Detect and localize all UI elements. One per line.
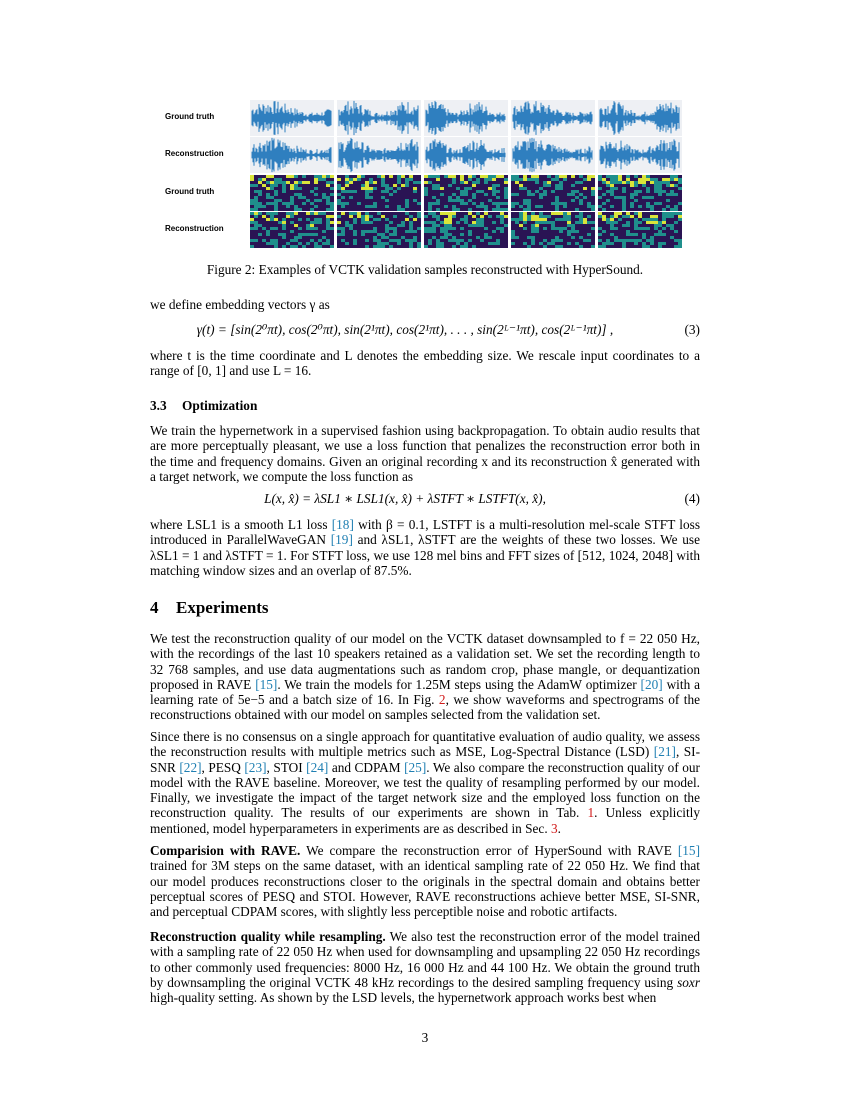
paragraph-text: [150, 929, 700, 1005]
citation-link[interactable]: [25]: [404, 759, 427, 775]
paragraph-heading: Reconstruction quality while resampling.: [150, 929, 386, 944]
citation-link[interactable]: [18]: [331, 517, 354, 532]
spectrogram-panel: [511, 212, 595, 248]
text-run: high-quality setting. As shown by the LSD levels, the hypernetwork approach works best when: [150, 990, 657, 1006]
paragraph-text: We train the hypernetwork in a supervised fashion using backpropagation. To obtain audio results that are more perceptually pleasant, we use a loss function that penalizes the reconstruction error both in the time and frequency domains. Given an original recording x and its reconstruction x̂ generated with a target network, we compute the loss function as: [150, 423, 700, 484]
spectrogram-panel: [598, 212, 682, 248]
paragraph-text: [150, 843, 700, 919]
section-title: Experiments: [176, 598, 269, 617]
section-link[interactable]: 3: [550, 820, 558, 836]
citation-link[interactable]: [22]: [179, 759, 202, 775]
text-run: , we show waveforms and spectrograms of the reconstructions obtained with our model on samples selected from the validation set.: [150, 692, 701, 723]
section-number: 4: [150, 598, 159, 617]
text-run: , SI-SNR: [150, 744, 700, 775]
paragraph-embedding: [150, 348, 700, 379]
text-run: . We also compare the reconstruction quality of our model with the RAVE baseline. Moreover, we test the quality of resampling performed by our model. Finally, we investigate the impact of the target network size and the employed loss function on the reconstruction quality. The results of our experiments are shown in Tab.: [150, 759, 700, 821]
row-label: Reconstruction: [165, 224, 224, 233]
figure-row-reconstruction-spectrogram: [163, 212, 683, 248]
paragraph-text: [150, 631, 700, 723]
section-heading-3-3: [150, 398, 257, 414]
paragraph-loss: [150, 517, 700, 578]
row-label: Reconstruction: [165, 149, 224, 158]
text-run: , STOI: [266, 759, 307, 775]
spectrogram-panel: [250, 175, 334, 211]
section-title: Optimization: [182, 398, 258, 413]
spectrogram-strip: [250, 175, 682, 211]
spectrogram-panel: [511, 175, 595, 211]
citation-link[interactable]: [15]: [255, 676, 278, 692]
spectrogram-panel: [424, 212, 508, 248]
text-run: where LSL1 is a smooth L1 loss: [150, 517, 332, 532]
text-run: and λSL1, λSTFT are the weights of these two losses. We use λSL1 = 1 and λSTFT = 1. For STFT loss, we use 128 mel bins and FFT sizes of [512, 1024, 2048] with matching window sizes and an overlap of 87.5%.: [150, 532, 700, 578]
paragraph-rave: [150, 843, 700, 919]
row-label: Ground truth: [165, 187, 215, 196]
spectrogram-panel: [250, 212, 334, 248]
intro-text: we define embedding vectors γ as: [150, 297, 330, 312]
paragraph-text: where t is the time coordinate and L denotes the embedding size. We rescale input coordinates to a range of [0, 1] and use L = 16.: [150, 348, 700, 379]
text-run: We also test the reconstruction error of the model trained with a sampling rate of 22 050 Hz when used for downsampling and upsampling 22 050 Hz recordings to other commonly used frequencies: 8000 Hz, 16 000 Hz and 44 100 Hz. We obtain the ground truth by downsampling the original VCTK 48 kHz recordings to the desired sampling frequency using: [150, 929, 700, 990]
spectrogram-panel: [598, 175, 682, 211]
text-run: We compare the reconstruction error of HyperSound with RAVE: [300, 843, 678, 858]
citation-link[interactable]: [24]: [306, 759, 329, 775]
paragraph-text: [150, 517, 700, 578]
row-label: Ground truth: [165, 112, 215, 121]
text-run: with a learning rate of 5e−5 and a batch size of 16. In Fig.: [150, 676, 700, 708]
text-run: . We train the models for 1.25M steps using the AdamW optimizer: [277, 676, 641, 692]
equation-expression: γ(t) = [sin(2⁰πt), cos(2⁰πt), sin(2¹πt), cos(2¹πt), . . . , sin(2ᴸ⁻¹πt), cos(2ᴸ⁻¹πt)] ,: [196, 322, 614, 337]
page-number: 3: [421, 1030, 429, 1045]
waveform-strip: [250, 137, 682, 173]
equation-expression: L(x, x̂) = λSL1 ∗ LSL1(x, x̂) + λSTFT ∗ LSTFT(x, x̂),: [264, 491, 546, 506]
spectrogram-panel: [424, 175, 508, 211]
intro-sentence: [150, 297, 700, 312]
citation-link[interactable]: [19]: [330, 532, 353, 548]
paragraph-text: [150, 729, 700, 836]
text-run: . Unless explicitly mentioned, model hyperparameters in experiments are as described in Sec.: [150, 805, 701, 836]
paragraph-optimization: [150, 423, 700, 484]
text-run: with β = 0.1, LSTFT is a multi-resolution mel-scale STFT loss introduced in ParallelWaveGAN: [150, 517, 700, 548]
citation-link[interactable]: [20]: [640, 676, 663, 692]
text-run: Since there is no consensus on a single approach for quantitative evaluation of audio quality, we assess the reconstruction results with multiple metrics such as MSE, Log-Spectral Distance (LSD): [150, 729, 700, 760]
spectrogram-panel: [337, 212, 421, 248]
citation-link[interactable]: [21]: [653, 744, 676, 760]
text-run: We test the reconstruction quality of our model on the VCTK dataset downsampled to f = 22 050 Hz, with the recordings of the last 10 speakers retained as a validation set. We set the recording length to 32 768 samples, and use data augmentations such as random crop, phase mangle, or dequantization proposed in RAVE: [150, 631, 700, 692]
figure-row-reconstruction-waveform: [163, 137, 683, 173]
text-run: and CDPAM: [328, 759, 405, 775]
spectrogram-panel: [337, 175, 421, 211]
spectrogram-strip: [250, 212, 682, 248]
paragraph-heading: Comparision with RAVE.: [150, 843, 301, 858]
text-run-italic: soxr: [677, 974, 700, 990]
citation-link[interactable]: [15]: [677, 843, 701, 858]
paragraph-resampling: [150, 929, 700, 1005]
figure-link[interactable]: 2: [438, 692, 446, 708]
section-heading-4: [150, 598, 269, 618]
figure-caption: Figure 2: Examples of VCTK validation samples reconstructed with HyperSound.: [206, 262, 644, 277]
paragraph-experiments-1: [150, 631, 700, 723]
table-link[interactable]: 1: [587, 805, 595, 821]
text-run: , PESQ: [201, 759, 245, 775]
waveform-strip: [250, 100, 682, 136]
citation-link[interactable]: [23]: [244, 759, 267, 775]
text-run: trained for 3M steps on the same dataset, with an identical sampling rate of 22 050 Hz. We find that our model produces reconstructions closer to the originals in the spectral domain and obtains better perceptual scores of PESQ and STOI. However, RAVE reconstructions achieve better MSE, SI-SNR, and perceptual CDPAM scores, with slightly less perceptible noise and robotic artifacts.: [150, 858, 700, 920]
paragraph-experiments-2: [150, 729, 700, 836]
figure-row-ground-truth-waveform: [163, 100, 683, 136]
figure-row-ground-truth-spectrogram: [163, 175, 683, 211]
equation-number: (3): [684, 322, 700, 337]
section-number: 3.3: [150, 398, 167, 413]
text-run: .: [557, 820, 561, 836]
equation-number: (4): [684, 491, 700, 506]
